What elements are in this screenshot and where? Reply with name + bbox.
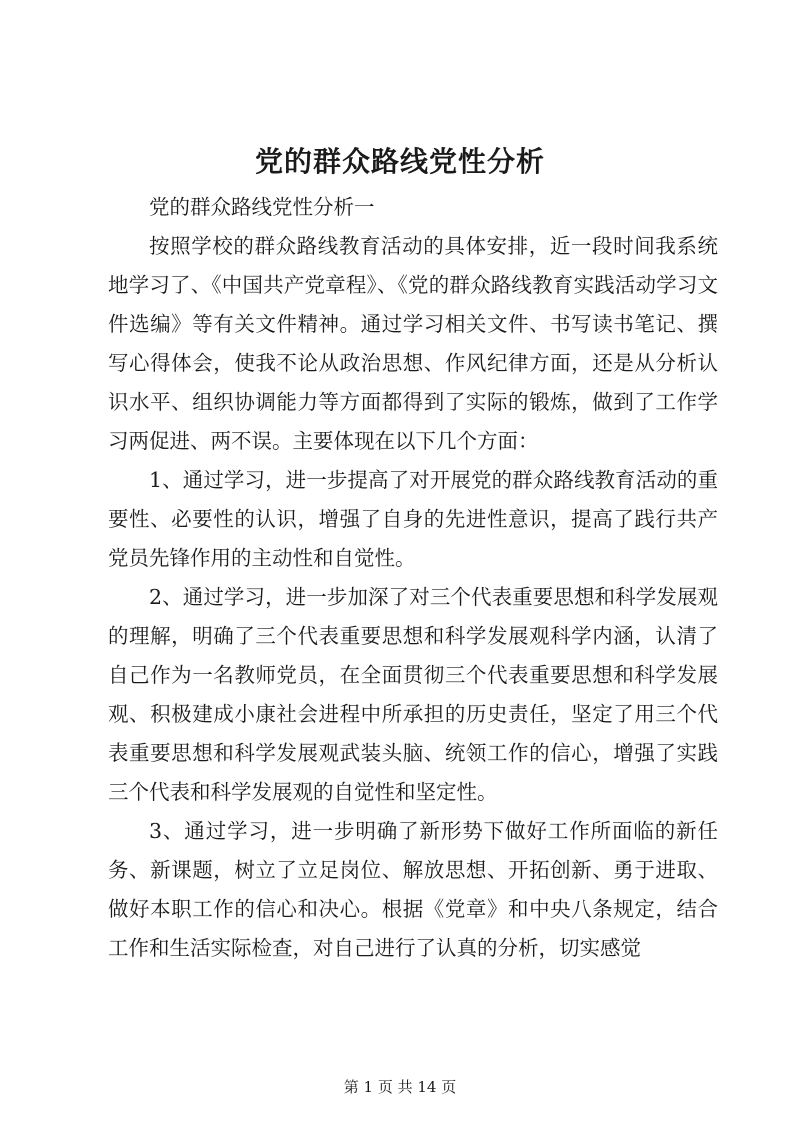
body-paragraph-1: 1、通过学习，进一步提高了对开展党的群众路线教育活动的重要性、必要性的认识，增强了自身的先进性意识，提高了践行共产党员先锋作用的主动性和自觉性。 <box>108 468 718 570</box>
document-title: 党的群众路线党性分析 <box>254 145 545 178</box>
page-footer: 第 1 页 共 14 页 <box>343 1078 457 1096</box>
section-subtitle: 党的群众路线党性分析一 <box>149 195 375 219</box>
body-paragraph-3: 3、通过学习，进一步明确了新形势下做好工作所面临的新任务、新课题，树立了立足岗位、解放思想、开拓创新、勇于进取、做好本职工作的信心和决心。根据《党章》和中央八条规定，结合工作和生活实际检查，对自己进行了认真的分析，切实感觉 <box>108 819 718 960</box>
document-body <box>108 188 718 968</box>
body-paragraph-2: 2、通过学习，进一步加深了对三个代表重要思想和科学发展观的理解，明确了三个代表重要思想和科学发展观科学内涵，认清了自己作为一名教师党员，在全面贯彻三个代表重要思想和科学发展观、积极建成小康社会进程中所承担的历史责任，坚定了用三个代表重要思想和科学发展观武装头脑、统领工作的信心，增强了实践三个代表和科学发展观的自觉性和坚定性。 <box>108 585 718 804</box>
body-paragraph-intro: 按照学校的群众路线教育活动的具体安排，近一段时间我系统地学习了、《中国共产党章程》、《党的群众路线教育实践活动学习文件选编》等有关文件精神。通过学习相关文件、书写读书笔记、撰写心得体会，使我不论从政治思想、作风纪律方面，还是从分析认识水平、组织协调能力等方面都得到了实际的锻炼，做到了工作学习两促进、两不误。主要体现在以下几个方面： <box>108 234 718 453</box>
